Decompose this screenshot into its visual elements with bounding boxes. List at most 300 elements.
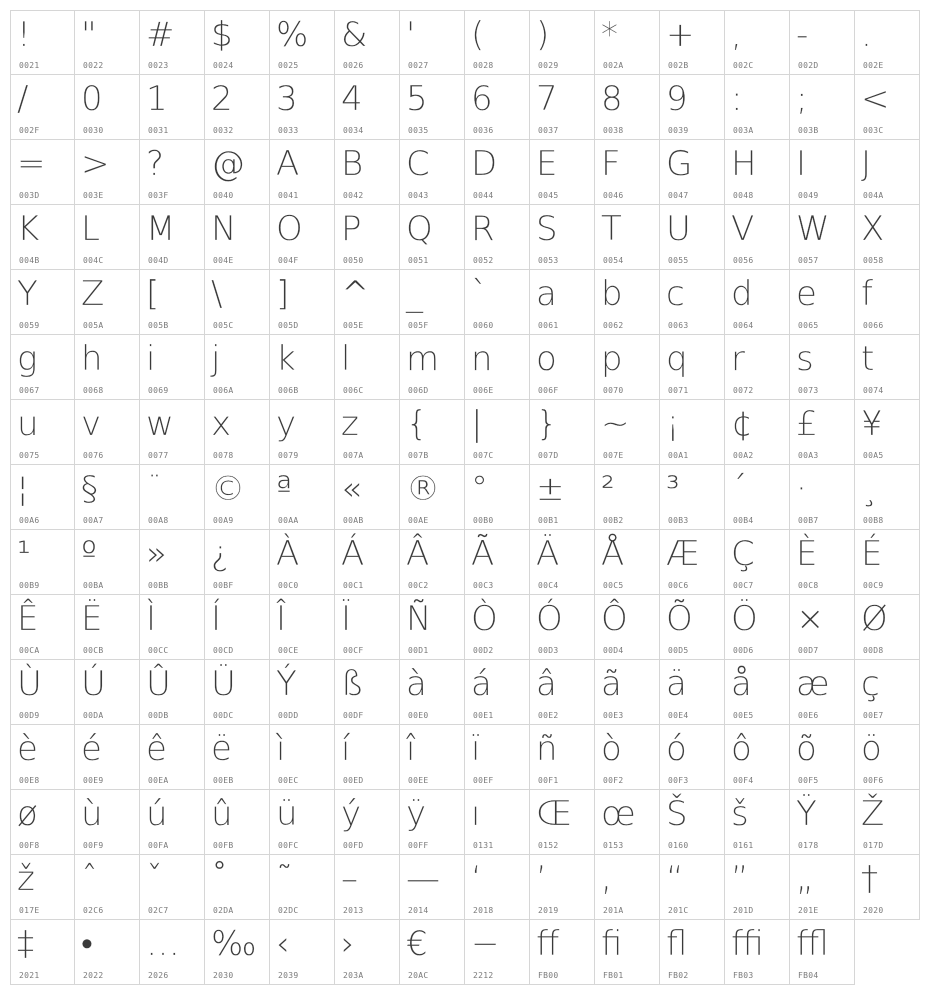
glyph-cell [855,855,920,920]
glyph-cell [660,920,725,985]
glyph-codepoint-label: 00B9 [19,581,40,590]
glyph-cell [75,270,140,335]
glyph-codepoint-label: 005B [148,321,169,330]
glyph-cell [855,400,920,465]
glyph-codepoint-label: 0040 [213,191,234,200]
glyph-codepoint-label: 2026 [148,971,169,980]
glyph-codepoint-label: 00E0 [408,711,429,720]
glyph-codepoint-label: 0055 [668,256,689,265]
glyph-codepoint-label: 00E8 [19,776,40,785]
glyph-character: û [211,794,233,834]
glyph-codepoint-label: 00B0 [473,516,494,525]
glyph-cell [855,465,920,530]
glyph-cell [660,335,725,400]
glyph-cell [270,790,335,855]
glyph-cell [530,660,595,725]
glyph-codepoint-label: 0033 [278,126,299,135]
glyph-cell [335,530,400,595]
glyph-codepoint-label: 0051 [408,256,429,265]
glyph-cell [75,140,140,205]
glyph-character: £ [796,404,818,444]
glyph-codepoint-label: 0061 [538,321,559,330]
glyph-codepoint-label: 0027 [408,61,429,70]
glyph-codepoint-label: 00D9 [19,711,40,720]
glyph-cell [660,855,725,920]
glyph-codepoint-label: 0153 [603,841,624,850]
glyph-character: ˜ [276,859,293,899]
glyph-cell [595,335,660,400]
glyph-character: B [341,144,364,184]
glyph-character: — [406,859,440,899]
glyph-character: ‰ [211,924,257,964]
glyph-character: ¿ [211,534,230,574]
glyph-codepoint-label: 006F [538,386,559,395]
glyph-codepoint-label: 0021 [19,61,40,70]
glyph-character: y [276,404,297,444]
glyph-cell [855,725,920,790]
glyph-codepoint-label: 006B [278,386,299,395]
glyph-character: z [341,404,359,444]
glyph-cell [270,10,335,75]
glyph-codepoint-label: 0057 [798,256,819,265]
glyph-cell [75,400,140,465]
glyph-character: c [666,274,685,314]
glyph-character: h [81,339,103,379]
glyph-codepoint-label: 0042 [343,191,364,200]
glyph-character: Ã [471,534,495,574]
glyph-codepoint-label: 00E6 [798,711,819,720]
glyph-codepoint-label: 00ED [343,776,364,785]
glyph-map-grid [10,10,920,985]
glyph-character: Ü [211,664,236,704]
glyph-character: b [601,274,623,314]
glyph-codepoint-label: 007B [408,451,429,460]
glyph-cell [725,595,790,660]
glyph-cell [790,920,855,985]
glyph-codepoint-label: 00BF [213,581,234,590]
glyph-codepoint-label: 00D2 [473,646,494,655]
glyph-character: @ [211,144,245,184]
glyph-character: # [146,15,175,55]
glyph-codepoint-label: 0161 [733,841,754,850]
glyph-character: : [731,79,743,119]
glyph-cell [140,530,205,595]
glyph-character: » [146,534,167,574]
glyph-character: ( [471,15,485,55]
glyph-character: G [666,144,693,184]
glyph-cell [400,855,465,920]
glyph-codepoint-label: 00C6 [668,581,689,590]
glyph-character: o [536,339,557,379]
glyph-character: } [536,404,558,444]
glyph-character: à [406,664,427,704]
glyph-cell [140,270,205,335]
glyph-cell [530,205,595,270]
glyph-codepoint-label: 002E [863,61,884,70]
glyph-character: ¨ [146,469,163,509]
glyph-cell [725,790,790,855]
glyph-cell [725,465,790,530]
glyph-codepoint-label: 0076 [83,451,104,460]
glyph-character: 2 [211,79,233,119]
glyph-character: î [406,729,416,769]
glyph-cell [270,530,335,595]
glyph-cell [595,205,660,270]
glyph-codepoint-label: 00C3 [473,581,494,590]
glyph-character: I [796,144,807,184]
glyph-cell [400,790,465,855]
glyph-codepoint-label: 2021 [19,971,40,980]
glyph-codepoint-label: 0079 [278,451,299,460]
glyph-cell [530,10,595,75]
glyph-codepoint-label: 00D6 [733,646,754,655]
glyph-cell [660,660,725,725]
glyph-character: w [146,404,174,444]
glyph-character: ” [731,859,749,899]
glyph-character: ž [17,859,35,899]
glyph-codepoint-label: 00A7 [83,516,104,525]
glyph-character: % [276,15,309,55]
glyph-cell [465,855,530,920]
glyph-codepoint-label: 005A [83,321,104,330]
glyph-character: t [861,339,875,379]
glyph-character: Ž [861,794,885,834]
glyph-character: D [471,144,498,184]
glyph-character: O [276,209,303,249]
glyph-character: š [731,794,749,834]
glyph-character: Q [406,209,433,249]
glyph-character: ° [471,469,488,509]
glyph-cell [595,660,660,725]
glyph-cell [660,75,725,140]
glyph-codepoint-label: 017E [19,906,40,915]
glyph-codepoint-label: 201A [603,906,624,915]
glyph-codepoint-label: 0071 [668,386,689,395]
glyph-character: ¦ [17,469,29,509]
glyph-codepoint-label: FB04 [798,971,819,980]
glyph-character: ó [666,729,687,769]
glyph-codepoint-label: 00CF [343,646,364,655]
glyph-character: ` [471,274,488,314]
glyph-character: ô [731,729,752,769]
glyph-cell [205,660,270,725]
glyph-character: Ÿ [796,794,817,834]
glyph-cell [400,75,465,140]
glyph-codepoint-label: 00FC [278,841,299,850]
glyph-codepoint-label: 00E3 [603,711,624,720]
glyph-cell [75,75,140,140]
glyph-codepoint-label: 0043 [408,191,429,200]
glyph-codepoint-label: 00B7 [798,516,819,525]
glyph-cell [465,140,530,205]
glyph-character: Ë [81,599,103,639]
glyph-cell [75,790,140,855]
glyph-codepoint-label: 0060 [473,321,494,330]
glyph-cell [465,10,530,75]
glyph-codepoint-label: 0059 [19,321,40,330]
glyph-cell [595,595,660,660]
glyph-codepoint-label: 007C [473,451,494,460]
glyph-cell [790,725,855,790]
glyph-codepoint-label: 02C7 [148,906,169,915]
glyph-cell [140,465,205,530]
glyph-character: Õ [666,599,693,639]
glyph-codepoint-label: 005E [343,321,364,330]
glyph-codepoint-label: 00A6 [19,516,40,525]
glyph-cell [10,920,75,985]
glyph-codepoint-label: 0073 [798,386,819,395]
glyph-character: ¥ [861,404,883,444]
glyph-character: ¹ [17,534,31,574]
glyph-character: ® [406,469,440,509]
glyph-character: Ù [17,664,42,704]
glyph-cell [725,530,790,595]
glyph-character: ³ [666,469,680,509]
glyph-cell [595,465,660,530]
glyph-cell [530,140,595,205]
glyph-codepoint-label: 0034 [343,126,364,135]
glyph-character: 8 [601,79,623,119]
glyph-codepoint-label: 005C [213,321,234,330]
glyph-cell [75,855,140,920]
glyph-cell [855,790,920,855]
glyph-character: È [796,534,818,574]
glyph-cell [725,920,790,985]
glyph-codepoint-label: 00F1 [538,776,559,785]
glyph-character: ~ [601,404,630,444]
glyph-character: ! [17,15,31,55]
glyph-codepoint-label: 00CA [19,646,40,655]
glyph-character: â [536,664,557,704]
glyph-codepoint-label: 003C [863,126,884,135]
glyph-codepoint-label: 00A3 [798,451,819,460]
glyph-codepoint-label: 003B [798,126,819,135]
glyph-cell [660,790,725,855]
glyph-codepoint-label: 0032 [213,126,234,135]
glyph-codepoint-label: 00E2 [538,711,559,720]
glyph-character: l [341,339,351,379]
glyph-character: œ [601,794,636,834]
glyph-character: d [731,274,753,314]
glyph-codepoint-label: 0048 [733,191,754,200]
glyph-cell [400,270,465,335]
glyph-cell [140,75,205,140]
glyph-character: ﬂ [666,924,688,964]
glyph-codepoint-label: 0024 [213,61,234,70]
glyph-character: Û [146,664,171,704]
glyph-codepoint-label: 00EC [278,776,299,785]
glyph-cell [465,205,530,270]
glyph-codepoint-label: 201E [798,906,819,915]
glyph-character: V [731,209,755,249]
glyph-cell [270,855,335,920]
glyph-codepoint-label: 2018 [473,906,494,915]
glyph-codepoint-label: 00E7 [863,711,884,720]
glyph-character: € [406,924,428,964]
glyph-character: ² [601,469,615,509]
glyph-cell [790,790,855,855]
glyph-codepoint-label: 00C9 [863,581,884,590]
glyph-character: ¸ [861,469,878,509]
glyph-character: Ï [341,599,352,639]
glyph-codepoint-label: 2019 [538,906,559,915]
glyph-character: \ [211,274,223,314]
glyph-cell [205,10,270,75]
glyph-codepoint-label: 0038 [603,126,624,135]
glyph-codepoint-label: 00BB [148,581,169,590]
glyph-character: _ [406,274,423,314]
glyph-character: ' [406,15,416,55]
glyph-character: j [211,339,221,379]
glyph-cell [725,660,790,725]
glyph-cell [270,920,335,985]
glyph-cell [140,595,205,660]
glyph-cell [790,335,855,400]
glyph-cell [335,335,400,400]
glyph-cell [400,660,465,725]
glyph-codepoint-label: 0049 [798,191,819,200]
glyph-character: À [276,534,300,574]
glyph-character: x [211,404,232,444]
glyph-codepoint-label: 0044 [473,191,494,200]
glyph-character: é [81,729,102,769]
glyph-codepoint-label: 00A5 [863,451,884,460]
glyph-cell [205,140,270,205]
glyph-codepoint-label: 0056 [733,256,754,265]
glyph-cell [205,75,270,140]
glyph-codepoint-label: 00C2 [408,581,429,590]
glyph-cell [140,400,205,465]
glyph-cell [10,530,75,595]
glyph-cell [335,10,400,75]
glyph-codepoint-label: 0178 [798,841,819,850]
glyph-character: ) [536,15,550,55]
glyph-character: ‚ [601,859,612,899]
glyph-character: { [406,404,428,444]
glyph-cell [335,595,400,660]
glyph-cell [205,725,270,790]
glyph-cell [140,335,205,400]
glyph-cell [10,595,75,660]
glyph-codepoint-label: 00C7 [733,581,754,590]
glyph-cell [335,920,400,985]
glyph-cell [335,205,400,270]
glyph-cell [270,75,335,140]
glyph-cell [400,10,465,75]
glyph-cell [660,270,725,335]
glyph-codepoint-label: 0054 [603,256,624,265]
glyph-cell [660,140,725,205]
glyph-cell [205,270,270,335]
glyph-character: 9 [666,79,688,119]
glyph-character: ß [341,664,364,704]
glyph-character: | [471,404,483,444]
glyph-cell [75,660,140,725]
glyph-character: í [341,729,351,769]
glyph-cell [10,465,75,530]
glyph-cell [140,855,205,920]
glyph-codepoint-label: 00B8 [863,516,884,525]
glyph-character: * [601,15,618,55]
glyph-character: W [796,209,830,249]
glyph-codepoint-label: 0029 [538,61,559,70]
glyph-character: Z [81,274,105,314]
glyph-cell [790,270,855,335]
glyph-character: E [536,144,558,184]
glyph-codepoint-label: 0152 [538,841,559,850]
glyph-codepoint-label: 02DC [278,906,299,915]
glyph-character: “ [666,859,684,899]
glyph-cell [335,660,400,725]
glyph-codepoint-label: 0068 [83,386,104,395]
glyph-character: ? [146,144,165,184]
glyph-codepoint-label: 0036 [473,126,494,135]
glyph-codepoint-label: 0053 [538,256,559,265]
glyph-codepoint-label: 00FB [213,841,234,850]
glyph-codepoint-label: 0064 [733,321,754,330]
glyph-codepoint-label: 02DA [213,906,234,915]
glyph-cell [335,790,400,855]
glyph-codepoint-label: 005D [278,321,299,330]
glyph-cell [725,335,790,400]
glyph-cell [400,335,465,400]
glyph-cell [595,790,660,855]
glyph-cell [465,270,530,335]
glyph-character: = [17,144,46,184]
glyph-codepoint-label: 0045 [538,191,559,200]
glyph-character: U [666,209,691,249]
glyph-codepoint-label: 00F2 [603,776,624,785]
glyph-cell [75,920,140,985]
glyph-codepoint-label: 0078 [213,451,234,460]
glyph-character: P [341,209,362,249]
glyph-codepoint-label: 006A [213,386,234,395]
glyph-character: ˆ [81,859,98,899]
glyph-character: … [146,924,180,964]
glyph-character: u [17,404,39,444]
glyph-character: · [796,469,807,509]
glyph-cell [660,205,725,270]
glyph-codepoint-label: 0047 [668,191,689,200]
glyph-character: . [861,15,872,55]
glyph-codepoint-label: 00F8 [19,841,40,850]
glyph-cell [335,465,400,530]
glyph-character: å [731,664,752,704]
glyph-cell [595,75,660,140]
glyph-codepoint-label: 002D [798,61,819,70]
glyph-character: Ò [471,599,498,639]
glyph-character: 0 [81,79,103,119]
glyph-cell [465,920,530,985]
glyph-codepoint-label: 00DA [83,711,104,720]
glyph-character: Œ [536,794,573,834]
glyph-character: § [81,469,98,509]
glyph-character: L [81,209,100,249]
glyph-cell [725,10,790,75]
glyph-codepoint-label: 00C5 [603,581,624,590]
glyph-codepoint-label: 007E [603,451,624,460]
glyph-codepoint-label: 201D [733,906,754,915]
glyph-cell [595,920,660,985]
glyph-character: r [731,339,745,379]
glyph-character: M [146,209,176,249]
glyph-cell [530,855,595,920]
glyph-character: H [731,144,757,184]
glyph-codepoint-label: 002B [668,61,689,70]
glyph-character: q [666,339,688,379]
glyph-codepoint-label: 00E1 [473,711,494,720]
glyph-cell [10,400,75,465]
